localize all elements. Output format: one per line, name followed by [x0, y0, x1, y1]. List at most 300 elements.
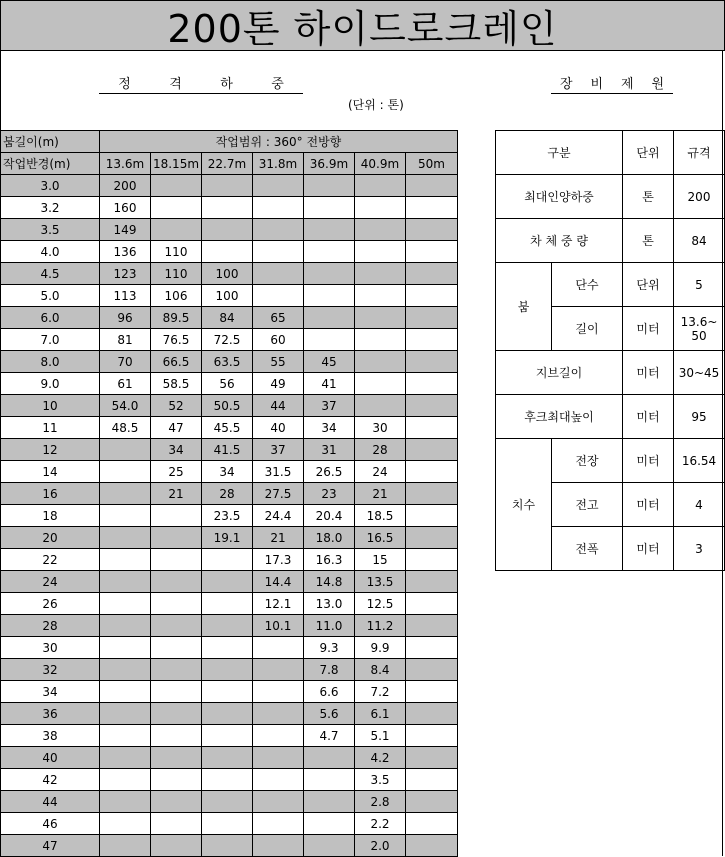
spec-unit: 미터 [623, 307, 674, 351]
spec-header-row [496, 131, 725, 175]
rated-load-cell [406, 615, 458, 637]
rated-load-cell: 15 [355, 549, 406, 571]
work-radius-cell: 30 [1, 637, 100, 659]
rated-load-cell: 34 [202, 461, 253, 483]
rated-load-cell [151, 769, 202, 791]
rated-load-cell: 28 [202, 483, 253, 505]
rated-load-cell: 25 [151, 461, 202, 483]
rated-load-cell [151, 637, 202, 659]
spec-heading-char: 비 [590, 77, 604, 92]
rated-load-cell: 31.5 [253, 461, 304, 483]
spec-label: 길이 [552, 307, 623, 351]
rated-load-cell [355, 175, 406, 197]
spec-value: 16.54 [674, 439, 725, 483]
unit-note: (단위 : 톤) [348, 98, 404, 112]
rated-load-cell: 84 [202, 307, 253, 329]
boom-length-header: 36.9m [304, 153, 355, 175]
load-table-row [1, 549, 458, 571]
rated-load-cell [304, 791, 355, 813]
rated-load-cell [100, 681, 151, 703]
spec-label: 후크최대높이 [496, 395, 623, 439]
boom-length-header-row [1, 153, 458, 175]
rated-load-cell: 47 [151, 417, 202, 439]
spec-header-unit: 단위 [623, 131, 674, 175]
rated-load-cell: 37 [253, 439, 304, 461]
rated-load-cell [100, 483, 151, 505]
rated-load-cell [406, 197, 458, 219]
load-table-row [1, 395, 458, 417]
spec-unit: 톤 [623, 219, 674, 263]
work-radius-cell: 42 [1, 769, 100, 791]
load-table-row [1, 615, 458, 637]
rated-load-cell [304, 813, 355, 835]
rated-load-cell [304, 747, 355, 769]
rated-load-cell: 26.5 [304, 461, 355, 483]
rated-load-cell: 63.5 [202, 351, 253, 373]
rated-load-cell [355, 351, 406, 373]
rated-load-cell [151, 549, 202, 571]
rated-load-cell [202, 769, 253, 791]
rated-load-cell [406, 483, 458, 505]
rated-load-cell: 149 [100, 219, 151, 241]
load-table-row [1, 219, 458, 241]
spec-row-max-load [496, 175, 725, 219]
rated-load-cell: 65 [253, 307, 304, 329]
rated-load-cell [304, 835, 355, 857]
rated-load-cell [355, 197, 406, 219]
load-table-row [1, 285, 458, 307]
rated-load-cell: 160 [100, 197, 151, 219]
load-table-row [1, 813, 458, 835]
rated-load-cell [151, 681, 202, 703]
rated-load-cell: 6.1 [355, 703, 406, 725]
rated-load-cell: 40 [253, 417, 304, 439]
rated-load-cell: 30 [355, 417, 406, 439]
spec-label: 전장 [552, 439, 623, 483]
rated-load-cell: 23 [304, 483, 355, 505]
rated-load-cell [253, 681, 304, 703]
rated-load-cell [355, 329, 406, 351]
rated-load-cell [202, 725, 253, 747]
rated-load-cell [406, 241, 458, 263]
rated-load-cell [100, 835, 151, 857]
rated-load-cell [151, 175, 202, 197]
load-table-row [1, 263, 458, 285]
work-radius-cell: 34 [1, 681, 100, 703]
rated-load-cell [202, 197, 253, 219]
rated-load-cell [253, 835, 304, 857]
rated-load-cell: 2.8 [355, 791, 406, 813]
spec-unit: 단위 [623, 263, 674, 307]
rated-load-cell: 7.8 [304, 659, 355, 681]
spec-row-hook-height [496, 395, 725, 439]
rated-load-cell [406, 219, 458, 241]
load-chart-table [0, 130, 458, 857]
spec-label: 전고 [552, 483, 623, 527]
rated-load-cell: 200 [100, 175, 151, 197]
rated-load-cell [202, 241, 253, 263]
work-radius-cell: 44 [1, 791, 100, 813]
rated-load-cell [100, 703, 151, 725]
rated-load-cell [202, 703, 253, 725]
rated-load-cell: 106 [151, 285, 202, 307]
rated-load-cell [253, 263, 304, 285]
rated-load-cell [100, 813, 151, 835]
rated-load-cell [406, 285, 458, 307]
rated-load-cell [253, 703, 304, 725]
spec-unit: 미터 [623, 527, 674, 571]
rated-load-cell [406, 813, 458, 835]
rated-load-cell [100, 461, 151, 483]
rated-load-cell: 11.0 [304, 615, 355, 637]
rated-load-cell: 45 [304, 351, 355, 373]
work-radius-cell: 46 [1, 813, 100, 835]
rated-load-cell: 11.2 [355, 615, 406, 637]
rated-load-cell: 10.1 [253, 615, 304, 637]
spec-value: 200 [674, 175, 725, 219]
work-radius-cell: 3.0 [1, 175, 100, 197]
load-heading-char: 정 [118, 77, 131, 92]
load-table-row [1, 329, 458, 351]
spec-section-heading [551, 73, 673, 92]
load-table-header-row [1, 131, 458, 153]
rated-load-cell [406, 725, 458, 747]
spec-heading-underline [551, 93, 673, 94]
rated-load-cell [100, 747, 151, 769]
rated-load-cell [100, 527, 151, 549]
rated-load-cell: 61 [100, 373, 151, 395]
rated-load-cell: 54.0 [100, 395, 151, 417]
work-radius-cell: 5.0 [1, 285, 100, 307]
rated-load-cell [151, 791, 202, 813]
rated-load-cell [100, 571, 151, 593]
rated-load-cell [406, 373, 458, 395]
rated-load-cell: 123 [100, 263, 151, 285]
load-table-row [1, 703, 458, 725]
rated-load-cell [202, 813, 253, 835]
rated-load-cell [355, 307, 406, 329]
load-table-row [1, 241, 458, 263]
rated-load-cell: 100 [202, 263, 253, 285]
rated-load-cell [202, 659, 253, 681]
work-radius-cell: 20 [1, 527, 100, 549]
load-table-row [1, 175, 458, 197]
spec-row-boom-sections [496, 263, 725, 307]
load-table-row [1, 725, 458, 747]
rated-load-cell [253, 637, 304, 659]
rated-load-cell [355, 219, 406, 241]
spec-value: 3 [674, 527, 725, 571]
rated-load-cell: 16.5 [355, 527, 406, 549]
load-heading-char: 하 [220, 77, 233, 92]
rated-load-cell: 49 [253, 373, 304, 395]
rated-load-cell [406, 571, 458, 593]
load-heading-underline [99, 93, 303, 94]
rated-load-cell [253, 175, 304, 197]
rated-load-cell: 52 [151, 395, 202, 417]
spec-header-category: 구분 [496, 131, 623, 175]
load-table-row [1, 835, 458, 857]
rated-load-cell [355, 373, 406, 395]
rated-load-cell [100, 725, 151, 747]
work-radius-cell: 18 [1, 505, 100, 527]
rated-load-cell [202, 175, 253, 197]
rated-load-cell: 34 [304, 417, 355, 439]
rated-load-cell [100, 549, 151, 571]
rated-load-cell [253, 285, 304, 307]
load-heading-char: 중 [271, 77, 284, 92]
boom-length-header: 13.6m [100, 153, 151, 175]
rated-load-cell: 34 [151, 439, 202, 461]
work-radius-cell: 3.2 [1, 197, 100, 219]
rated-load-cell: 5.1 [355, 725, 406, 747]
load-table-row [1, 593, 458, 615]
spec-label: 전폭 [552, 527, 623, 571]
boom-length-header: 50m [406, 153, 458, 175]
work-range-header: 작업범위 : 360° 전방향 [100, 131, 458, 153]
rated-load-cell: 110 [151, 241, 202, 263]
rated-load-cell: 19.1 [202, 527, 253, 549]
boom-length-header: 31.8m [253, 153, 304, 175]
work-radius-cell: 6.0 [1, 307, 100, 329]
rated-load-cell: 18.0 [304, 527, 355, 549]
spec-heading-char: 장 [559, 77, 573, 92]
rated-load-cell: 56 [202, 373, 253, 395]
rated-load-cell [355, 263, 406, 285]
rated-load-cell: 21 [151, 483, 202, 505]
work-radius-cell: 3.5 [1, 219, 100, 241]
rated-load-cell [406, 417, 458, 439]
work-radius-cell: 4.0 [1, 241, 100, 263]
rated-load-cell [100, 659, 151, 681]
work-radius-cell: 16 [1, 483, 100, 505]
rated-load-cell [304, 241, 355, 263]
load-table-row [1, 417, 458, 439]
spec-label: 최대인양하중 [496, 175, 623, 219]
load-table-row [1, 571, 458, 593]
rated-load-cell [151, 703, 202, 725]
rated-load-cell [151, 571, 202, 593]
rated-load-cell [151, 527, 202, 549]
rated-load-cell: 3.5 [355, 769, 406, 791]
load-table-row [1, 747, 458, 769]
work-radius-cell: 14 [1, 461, 100, 483]
rated-load-cell [151, 813, 202, 835]
work-radius-cell: 38 [1, 725, 100, 747]
load-table-row [1, 351, 458, 373]
rated-load-cell [406, 549, 458, 571]
rated-load-cell [406, 835, 458, 857]
rated-load-cell [406, 703, 458, 725]
rated-load-cell: 55 [253, 351, 304, 373]
rated-load-cell: 110 [151, 263, 202, 285]
rated-load-cell [406, 791, 458, 813]
rated-load-cell [253, 197, 304, 219]
rated-load-cell: 70 [100, 351, 151, 373]
rated-load-cell [406, 769, 458, 791]
rated-load-cell [355, 241, 406, 263]
rated-load-cell [253, 769, 304, 791]
rated-load-cell [202, 681, 253, 703]
spec-heading-char: 원 [651, 77, 665, 92]
rated-load-cell [202, 593, 253, 615]
rated-load-cell: 76.5 [151, 329, 202, 351]
work-radius-cell: 8.0 [1, 351, 100, 373]
load-table-row [1, 527, 458, 549]
rated-load-cell: 9.9 [355, 637, 406, 659]
rated-load-cell: 21 [355, 483, 406, 505]
spec-row-overall-length [496, 439, 725, 483]
rated-load-cell [100, 593, 151, 615]
rated-load-cell [406, 659, 458, 681]
rated-load-cell [406, 505, 458, 527]
spec-group-label-dimensions: 치수 [496, 439, 552, 571]
rated-load-cell [304, 219, 355, 241]
rated-load-cell [202, 637, 253, 659]
rated-load-cell [253, 219, 304, 241]
rated-load-cell: 66.5 [151, 351, 202, 373]
rated-load-cell [406, 395, 458, 417]
rated-load-cell: 72.5 [202, 329, 253, 351]
spec-value: 13.6~ 50 [674, 307, 725, 351]
boom-length-header: 22.7m [202, 153, 253, 175]
spec-value: 4 [674, 483, 725, 527]
rated-load-cell [253, 791, 304, 813]
spec-unit: 미터 [623, 483, 674, 527]
rated-load-cell [406, 681, 458, 703]
rated-load-cell: 12.5 [355, 593, 406, 615]
rated-load-cell: 113 [100, 285, 151, 307]
rated-load-cell [406, 637, 458, 659]
rated-load-cell: 14.4 [253, 571, 304, 593]
rated-load-cell: 41.5 [202, 439, 253, 461]
rated-load-cell [151, 725, 202, 747]
rated-load-cell: 21 [253, 527, 304, 549]
rated-load-cell: 28 [355, 439, 406, 461]
load-table-row [1, 483, 458, 505]
spec-header-spec: 규격 [674, 131, 725, 175]
rated-load-cell [406, 351, 458, 373]
work-radius-cell: 47 [1, 835, 100, 857]
rated-load-cell [304, 307, 355, 329]
rated-load-cell [202, 571, 253, 593]
work-radius-cell: 11 [1, 417, 100, 439]
rated-load-cell: 16.3 [304, 549, 355, 571]
rated-load-cell [151, 615, 202, 637]
spec-unit: 미터 [623, 351, 674, 395]
work-radius-cell: 22 [1, 549, 100, 571]
load-table-row [1, 637, 458, 659]
rated-load-cell: 17.3 [253, 549, 304, 571]
rated-load-cell: 8.4 [355, 659, 406, 681]
load-table-row [1, 373, 458, 395]
spec-label: 단수 [552, 263, 623, 307]
spec-value: 30~45 [674, 351, 725, 395]
rated-load-cell [202, 549, 253, 571]
rated-load-cell [253, 241, 304, 263]
rated-load-cell: 100 [202, 285, 253, 307]
rated-load-cell: 24.4 [253, 505, 304, 527]
load-table-row [1, 791, 458, 813]
spec-row-vehicle-weight [496, 219, 725, 263]
spec-heading-char: 제 [620, 77, 634, 92]
rated-load-cell [355, 395, 406, 417]
rated-load-cell [202, 835, 253, 857]
rated-load-cell [100, 637, 151, 659]
rated-load-cell [406, 439, 458, 461]
boom-length-header: 18.15m [151, 153, 202, 175]
spec-group-label-boom: 붐 [496, 263, 552, 351]
spec-label: 차 체 중 량 [496, 219, 623, 263]
rated-load-cell: 37 [304, 395, 355, 417]
rated-load-cell [151, 505, 202, 527]
rated-load-cell [406, 175, 458, 197]
rated-load-cell: 89.5 [151, 307, 202, 329]
spec-label: 지브길이 [496, 351, 623, 395]
spec-value: 5 [674, 263, 725, 307]
rated-load-cell: 13.5 [355, 571, 406, 593]
rated-load-cell [304, 285, 355, 307]
work-radius-cell: 24 [1, 571, 100, 593]
load-table-row [1, 197, 458, 219]
rated-load-cell [202, 615, 253, 637]
rated-load-cell: 9.3 [304, 637, 355, 659]
rated-load-cell: 96 [100, 307, 151, 329]
rated-load-cell [304, 175, 355, 197]
rated-load-cell: 44 [253, 395, 304, 417]
rated-load-cell [253, 725, 304, 747]
rated-load-cell [304, 329, 355, 351]
work-radius-cell: 32 [1, 659, 100, 681]
spec-unit: 톤 [623, 175, 674, 219]
load-table-row [1, 769, 458, 791]
work-radius-cell: 40 [1, 747, 100, 769]
spec-unit: 미터 [623, 395, 674, 439]
rated-load-cell: 50.5 [202, 395, 253, 417]
spec-row-jib-length [496, 351, 725, 395]
rated-load-cell: 13.0 [304, 593, 355, 615]
work-radius-cell: 9.0 [1, 373, 100, 395]
spec-value: 95 [674, 395, 725, 439]
rated-load-cell [202, 219, 253, 241]
rated-load-cell [100, 615, 151, 637]
load-table-row [1, 461, 458, 483]
rated-load-cell [406, 747, 458, 769]
rated-load-cell [406, 593, 458, 615]
rated-load-cell: 58.5 [151, 373, 202, 395]
rated-load-cell [100, 791, 151, 813]
rated-load-cell [304, 197, 355, 219]
rated-load-cell: 45.5 [202, 417, 253, 439]
rated-load-cell: 20.4 [304, 505, 355, 527]
load-section-heading [99, 73, 303, 92]
rated-load-cell: 2.0 [355, 835, 406, 857]
rated-load-cell [151, 747, 202, 769]
load-table-row [1, 659, 458, 681]
rated-load-cell: 5.6 [304, 703, 355, 725]
work-radius-cell: 26 [1, 593, 100, 615]
rated-load-cell [151, 197, 202, 219]
rated-load-cell [304, 263, 355, 285]
load-table-row [1, 439, 458, 461]
rated-load-cell [406, 263, 458, 285]
rated-load-cell [202, 791, 253, 813]
rated-load-cell [253, 813, 304, 835]
load-heading-char: 격 [169, 77, 182, 92]
rated-load-cell: 31 [304, 439, 355, 461]
work-radius-cell: 4.5 [1, 263, 100, 285]
spec-value: 84 [674, 219, 725, 263]
